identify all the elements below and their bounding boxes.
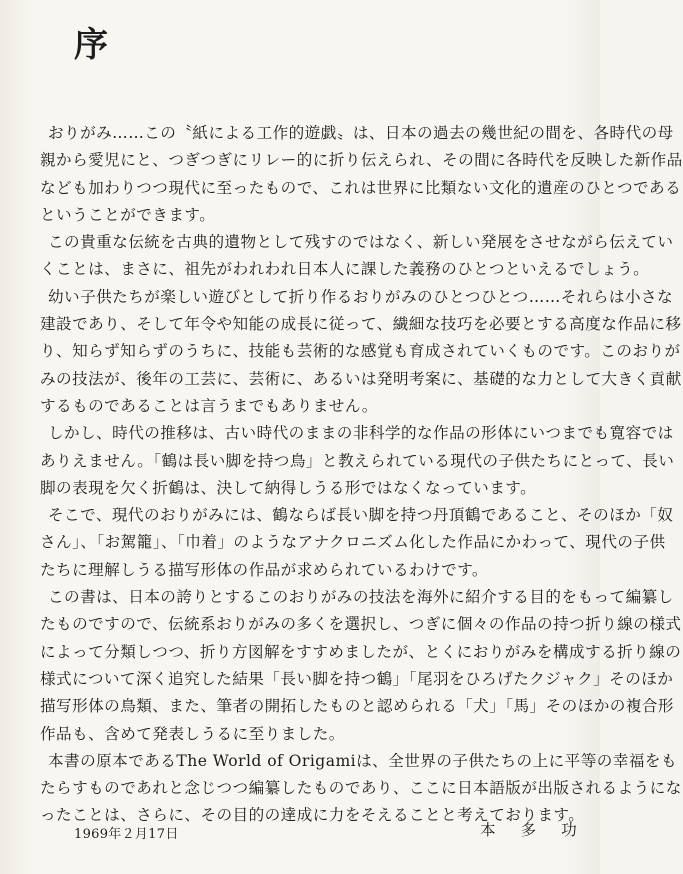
text-line: この貴重な伝統を古典的遺物として残すのではなく、新しい発展をさせながら伝えてい (48, 233, 674, 252)
text-line: なども加わりつつ現代に至ったもので、これは世界に比類ない文化的遺産のひとつである (40, 178, 682, 197)
text-line: 親から愛児にと、つぎつぎにリレー的に折り伝えられ、その間に各時代を反映した新作品 (40, 151, 683, 170)
author: 本 多 功 (480, 821, 587, 839)
text-line: おりがみ……この〝紙による工作的遊戯〟は、日本の過去の幾世紀の間を、各時代の母 (48, 124, 674, 142)
text-line: ったことは、さらに、その目的の達成に力をそえることと考えております。 (40, 806, 585, 825)
text-line: 幼い子供たちが楽しい遊びとして折り作るおりがみのひとつひとつ……それらは小さな (48, 287, 674, 306)
text-line: たらすものであれと念じつつ編纂したものであり、ここに日本語版が出版されるようにな (40, 779, 682, 798)
date: 1969年２月17日 (74, 827, 179, 842)
text-line: そこで、現代のおりがみには、鶴ならば長い脚を持つ丹頂鶴であること、そのほか「奴 (48, 506, 674, 525)
text-line: 脚の表現を欠く折鶴は、決して納得しうる形ではなくなっています。 (40, 478, 537, 497)
text-line: するものであることは言うまでもありません。 (40, 396, 378, 415)
text-line: 本書の原本であるThe World of Origamiは、全世界の子供たちの上に平等の幸福をも (48, 751, 677, 770)
text-line: 建設であり、そして年令や知能の成長に従って、繊細な技巧を必要とする高度な作品に移 (40, 315, 682, 334)
text-line: 描写形体の鳥類、また、筆者の開拓したものと認められる「犬」「馬」そのほかの複合形 (40, 697, 674, 716)
text-line: たちに理解しうる描写形体の作品が求められているわけです。 (40, 560, 488, 579)
text-line: くことは、まさに、祖先がわれわれ日本人に課した義務のひとつといえるでしょう。 (40, 260, 650, 279)
text-line: たものですので、伝統系おりがみの多くを選択し、つぎに個々の作品の持つ折り線の様式 (40, 615, 682, 634)
text-line: さん」、「お駕籠」、「巾着」のようなアナクロニズム化した作品にかわって、現代の子供 (40, 533, 666, 552)
text-line: みの技法が、後年の工芸に、芸術に、あるいは発明考案に、基礎的な力として大きく貢献 (40, 369, 682, 388)
text-line: しかし、時代の推移は、古い時代のままの非科学的な作品の形体にいつまでも寛容では (48, 424, 674, 443)
text-line: 作品も、含めて発表しうるに至りました。 (40, 724, 345, 743)
text-line: 様式について深く追究した結果「長い脚を持つ鶴」「尾羽をひろげたクジャク」そのほか (40, 669, 674, 688)
text-line: り、知らず知らずのうちに、技能も芸術的な感覚も育成されていくものです。このおりが (40, 342, 681, 361)
text-line: ありえません。「鶴は長い脚を持つ鳥」と教えられている現代の子供たちにとって、長い (40, 451, 675, 470)
text-line: ということができます。 (40, 205, 216, 224)
page-title: 序 (74, 25, 108, 65)
text-line: この書は、日本の誇りとするこのおりがみの技法を海外に紹介する目的をもって編纂し (48, 588, 674, 607)
text-line: によって分類しつつ、折り方図解をすすめましたが、とくにおりがみを構成する折り線の (40, 642, 682, 661)
